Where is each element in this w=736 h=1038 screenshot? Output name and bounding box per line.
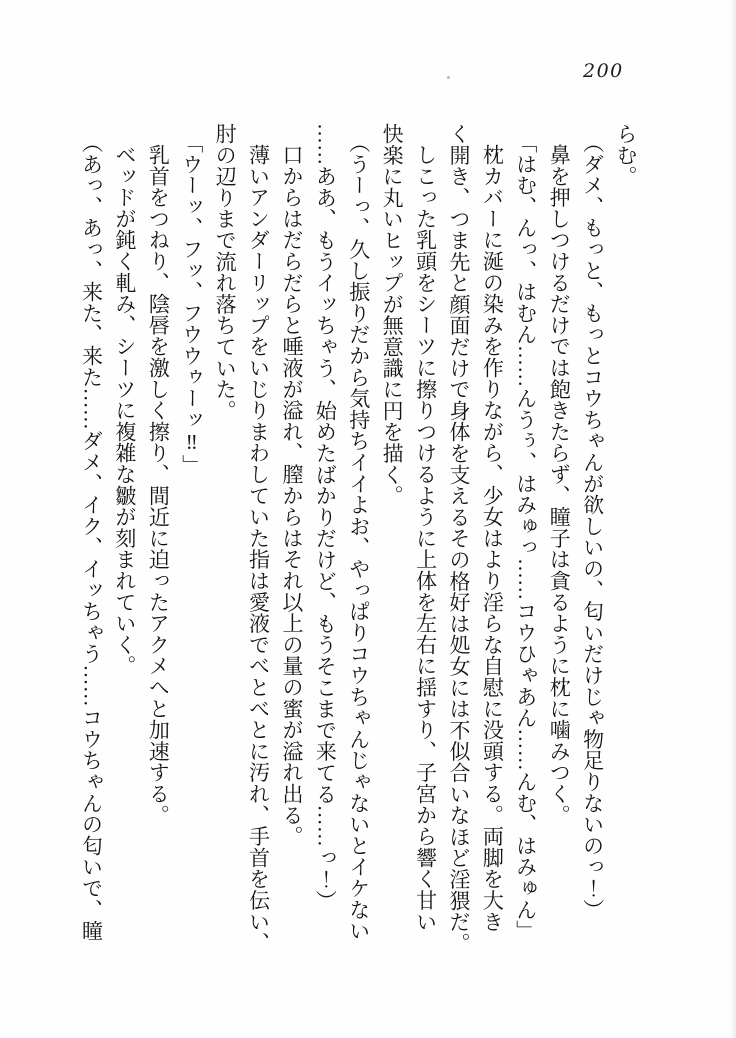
text-line-15: 乳首をつねり、陰唇を激しく擦り、間近に迫ったアクメへと加速する。 [146, 144, 171, 826]
text-line-10: ……ああ、もうイッちゃう、始めたばかりだけど、もうそこまで来てる……っ！） [313, 123, 338, 912]
text-line-2: （ダメ、もっと、もっとコウちゃんが欲しいの、匂いだけじゃ物足りないのっ！） [580, 132, 605, 921]
text-line-16: ベッドが鈍く軋み、シーツに複雑な皺が刻まれていく。 [112, 144, 137, 677]
page-edge-shadow [730, 0, 736, 1038]
scan-dust-speck [447, 76, 450, 79]
text-line-9: （うーっ、久し振りだから気持ちイイよお、やっぱりコウちゃんじゃないとイケない [346, 132, 371, 942]
text-line-17: （あっ、あっ、来た、来た……ダメ、イク、イッちゃう……コウちゃんの匂いで、瞳 [79, 132, 104, 942]
vertical-text-block [74, 123, 642, 954]
text-line-7: しこった乳頭をシーツに擦りつけるように上体を左右に揺すり、子宮から響く甘い [413, 144, 438, 933]
text-line-8: 快楽に丸いヒップが無意識に円を描く。 [380, 123, 405, 507]
text-line-4: 「はむ、んっ、はむん……んうぅ、はみゅっ……コウひゃあん……んむ、はみゅん」 [513, 132, 538, 942]
text-line-3: 鼻を押しつけるだけでは飽きたらず、瞳子は貪るように枕に噛みつく。 [547, 144, 572, 826]
text-line-13: 肘の辺りまで流れ落ちていた。 [213, 123, 238, 422]
text-line-14: 「ウーッ、フッ、フウウゥーッ‼」 [179, 132, 204, 476]
text-line-5: 枕カバーに涎の染みを作りながら、少女はより淫らな自慰に没頭する。両脚を大き [480, 144, 505, 933]
text-line-1: らむ。 [614, 123, 638, 187]
text-line-6: く開き、つま先と顔面だけで身体を支えるその格好は処女には不似合いなほど淫猥だ。 [446, 123, 471, 954]
page-number: 200 [583, 60, 624, 82]
text-line-12: 薄いアンダーリップをいじりまわしていた指は愛液でべとべとに汚れ、手首を伝い、 [246, 144, 271, 954]
text-line-11: 口からはだらだらと唾液が溢れ、膣からはそれ以上の量の蜜が溢れ出る。 [279, 144, 304, 847]
